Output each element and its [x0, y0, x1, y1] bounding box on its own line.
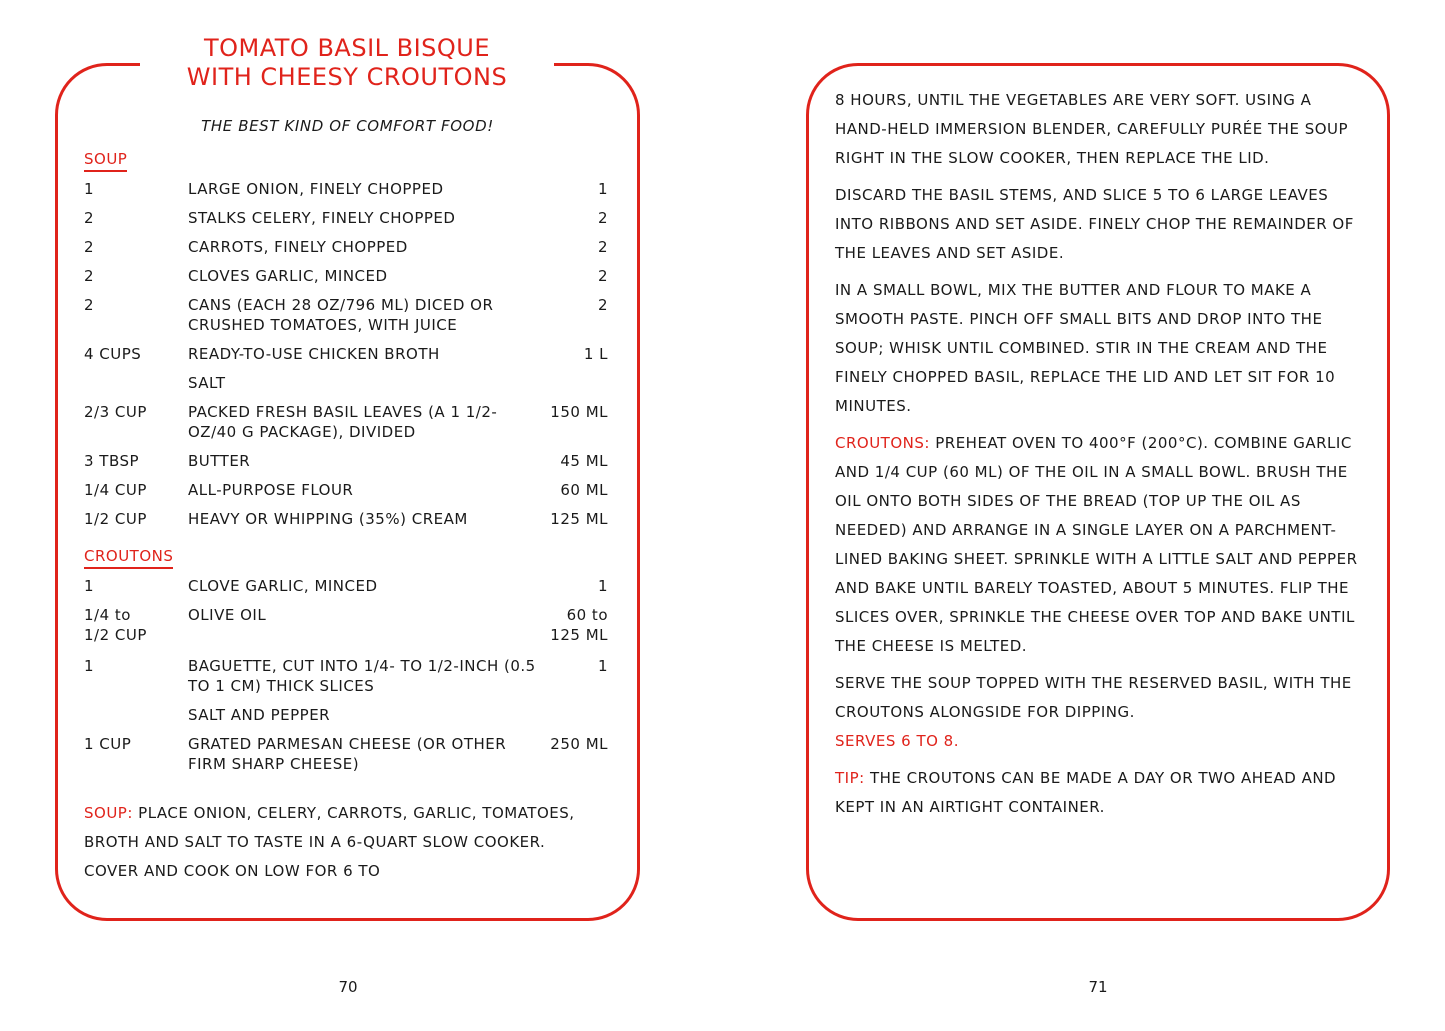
serve-text: SERVE THE SOUP TOPPED WITH THE RESERVED BASIL, WITH THE CROUTONS ALONGSIDE FOR DIPPING. [835, 674, 1352, 721]
recipe-title [140, 34, 554, 92]
ingredient-desc: BAGUETTE, CUT INTO 1/4- TO 1/2-INCH (0.5 TO 1 CM) THICK SLICES [188, 657, 536, 695]
ingredient-desc: ALL-PURPOSE FLOUR [188, 481, 354, 499]
ingredient-desc: CLOVES GARLIC, MINCED [188, 267, 388, 285]
page-number-right: 71 [1088, 978, 1108, 996]
ingredient-row [84, 705, 608, 734]
tip-label: TIP: [835, 769, 865, 787]
ingredient-desc: BUTTER [188, 452, 251, 470]
method-step-roux: IN A SMALL BOWL, MIX THE BUTTER AND FLOUR TO MAKE A SMOOTH PASTE. PINCH OFF SMALL BITS AND DROP INTO THE SOUP; WHISK UNTIL COMBINED. STIR IN THE CREAM AND THE FINELY CHOPPED BASIL, REPLACE THE LID AND LET SIT FOR 10 MINUTES. [835, 281, 1336, 415]
ingredient-row [84, 373, 608, 402]
ingredient-desc: GRATED PARMESAN CHEESE (OR OTHER FIRM SHARP CHEESE) [188, 735, 507, 773]
ingredient-desc: SALT [188, 374, 226, 392]
ingredient-desc: READY-TO-USE CHICKEN BROTH [188, 345, 440, 363]
ingredient-desc: HEAVY OR WHIPPING (35%) CREAM [188, 510, 468, 528]
method-step-croutons [835, 429, 1360, 661]
ingredient-row [84, 266, 608, 295]
ingredient-metric: 45 ML [560, 452, 608, 470]
ingredient-qty: 1/4 to 1/2 CUP [84, 606, 147, 644]
ingredient-desc: CARROTS, FINELY CHOPPED [188, 238, 408, 256]
ingredient-row [84, 402, 608, 451]
ingredient-qty: 2 [84, 296, 95, 314]
ingredient-row [84, 237, 608, 266]
ingredient-metric: 125 ML [550, 510, 608, 528]
soup-method-label: SOUP: [84, 804, 133, 822]
ingredient-metric: 1 L [583, 345, 608, 363]
method-tip [835, 764, 1360, 822]
ingredient-metric: 250 ML [550, 735, 608, 753]
ingredient-desc: CANS (EACH 28 OZ/796 ML) DICED OR CRUSHED TOMATOES, WITH JUICE [188, 296, 494, 334]
ingredient-metric: 60 to 125 ML [550, 606, 608, 644]
ingredient-desc: SALT AND PEPPER [188, 706, 331, 724]
ingredient-row [84, 208, 608, 237]
ingredient-desc: PACKED FRESH BASIL LEAVES (A 1 1/2-OZ/40 G PACKAGE), DIVIDED [188, 403, 498, 441]
ingredient-metric: 60 ML [560, 481, 608, 499]
method-continued [835, 86, 1360, 830]
ingredient-metric: 2 [597, 209, 608, 227]
ingredient-qty: 3 TBSP [84, 452, 140, 470]
ingredient-metric: 2 [597, 296, 608, 314]
croutons-method-text: PREHEAT OVEN TO 400°F (200°C). COMBINE GARLIC AND 1/4 CUP (60 ML) OF THE OIL IN A SMALL BOWL. BRUSH THE OIL ONTO BOTH SIDES OF THE BREAD (TOP UP THE OIL AS NEEDED) AND ARRANGE IN A SINGLE LAYER ON A PARCHMENT-LINED BAKING SHEET. SPRINKLE WITH A LITTLE SALT AND PEPPER AND BAKE UNTIL BARELY TOASTED, ABOUT 5 MINUTES. FLIP THE SLICES OVER, SPRINKLE THE CHEESE OVER TOP AND BAKE UNTIL THE CHEESE IS MELTED. [835, 434, 1358, 655]
ingredient-desc: CLOVE GARLIC, MINCED [188, 577, 378, 595]
ingredient-qty: 2 [84, 209, 95, 227]
ingredient-row [84, 179, 608, 208]
croutons-heading: CROUTONS [84, 547, 173, 569]
ingredient-row [84, 576, 608, 605]
recipe-subtitle: THE BEST KIND OF COMFORT FOOD! [201, 117, 494, 135]
ingredient-desc: OLIVE OIL [188, 606, 267, 624]
ingredient-qty: 2 [84, 267, 95, 285]
ingredient-row [84, 605, 608, 656]
method-step-basil: DISCARD THE BASIL STEMS, AND SLICE 5 TO 6 LARGE LEAVES INTO RIBBONS AND SET ASIDE. FINELY CHOP THE REMAINDER OF THE LEAVES AND SET ASIDE. [835, 186, 1354, 262]
title-line-1: TOMATO BASIL BISQUE [203, 34, 491, 62]
page-number-left: 70 [338, 978, 358, 996]
ingredient-row [84, 295, 608, 344]
method-step-serve [835, 669, 1360, 756]
croutons-ingredient-list [84, 576, 608, 783]
ingredient-metric: 1 [597, 657, 608, 675]
serves-count: SERVES 6 TO 8. [835, 732, 959, 750]
ingredient-row [84, 734, 608, 783]
ingredient-metric: 1 [597, 577, 608, 595]
ingredient-row [84, 656, 608, 705]
ingredient-row [84, 344, 608, 373]
ingredient-metric: 150 ML [550, 403, 608, 421]
ingredient-qty: 4 CUPS [84, 345, 142, 363]
croutons-method-label: CROUTONS: [835, 434, 930, 452]
soup-method [84, 799, 584, 886]
soup-ingredient-list [84, 179, 608, 538]
ingredient-qty: 2 [84, 238, 95, 256]
ingredient-desc: STALKS CELERY, FINELY CHOPPED [188, 209, 456, 227]
ingredient-metric: 2 [597, 267, 608, 285]
ingredient-row [84, 480, 608, 509]
method-step-blend: 8 HOURS, UNTIL THE VEGETABLES ARE VERY SOFT. USING A HAND-HELD IMMERSION BLENDER, CAREFULLY PURÉE THE SOUP RIGHT IN THE SLOW COOKER, THEN REPLACE THE LID. [835, 91, 1349, 167]
soup-heading: SOUP [84, 150, 127, 172]
tip-text: THE CROUTONS CAN BE MADE A DAY OR TWO AHEAD AND KEPT IN AN AIRTIGHT CONTAINER. [835, 769, 1337, 816]
ingredient-metric: 1 [597, 180, 608, 198]
ingredient-metric: 2 [597, 238, 608, 256]
ingredient-qty: 1 CUP [84, 735, 132, 753]
ingredient-qty: 1 [84, 577, 95, 595]
ingredient-qty: 1/4 CUP [84, 481, 147, 499]
ingredient-row [84, 509, 608, 538]
ingredient-qty: 2/3 CUP [84, 403, 147, 421]
title-line-2: WITH CHEESY CROUTONS [186, 63, 508, 91]
ingredient-row [84, 451, 608, 480]
ingredient-qty: 1 [84, 657, 95, 675]
ingredient-qty: 1/2 CUP [84, 510, 147, 528]
soup-method-text: PLACE ONION, CELERY, CARROTS, GARLIC, TOMATOES, BROTH AND SALT TO TASTE IN A 6-QUART SLOW COOKER. COVER AND COOK ON LOW FOR 6 TO [84, 804, 575, 880]
ingredient-desc: LARGE ONION, FINELY CHOPPED [188, 180, 444, 198]
ingredient-qty: 1 [84, 180, 95, 198]
